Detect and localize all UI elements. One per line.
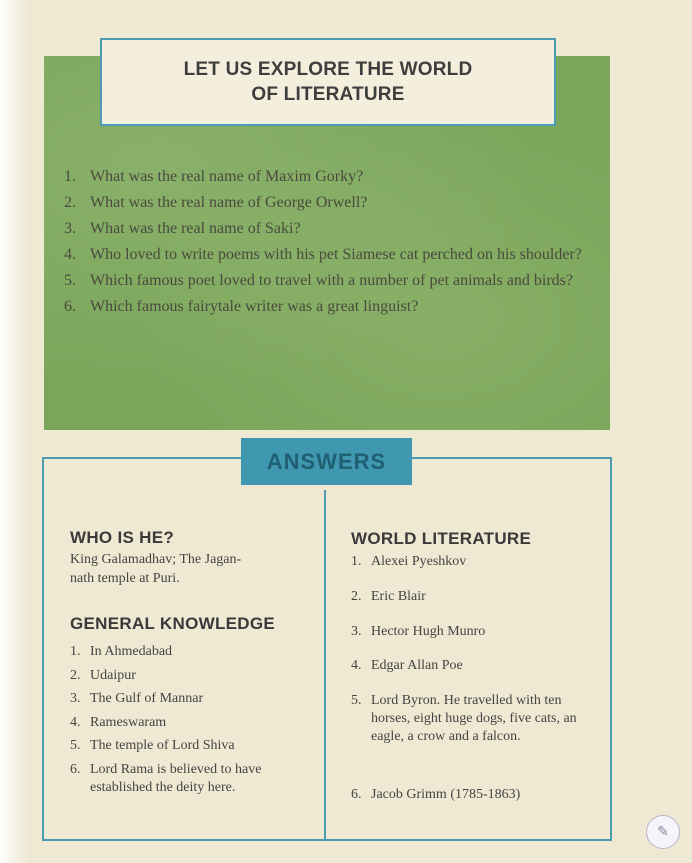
wl-item-text: Alexei Pyeshkov <box>371 554 467 569</box>
wl-item-number: 4. <box>351 658 362 673</box>
page-edge <box>0 0 30 863</box>
wl-item-number: 6. <box>351 787 362 802</box>
question-text: What was the real name of Maxim Gorky? <box>90 168 364 185</box>
answers-column-divider <box>324 490 326 840</box>
title-box <box>100 38 556 126</box>
gk-item <box>70 737 310 755</box>
question-number: 3. <box>64 220 76 237</box>
gk-item <box>70 714 310 732</box>
wl-item-text: Jacob Grimm (1785-1863) <box>371 787 521 802</box>
question-text: What was the real name of George Orwell? <box>90 194 368 211</box>
wl-item-6 <box>351 786 611 804</box>
wl-item-number: 5. <box>351 693 362 708</box>
question-item <box>64 271 604 291</box>
gk-item <box>70 643 310 661</box>
gk-item-text: Lord Rama is believed to have established the deity here. <box>90 761 262 795</box>
gk-item-number: 1. <box>70 644 81 659</box>
question-number: 1. <box>64 168 76 185</box>
question-item <box>64 297 604 317</box>
gk-item-text: In Ahmedabad <box>90 644 173 659</box>
question-text: Which famous fairytale writer was a great linguist? <box>90 298 419 315</box>
question-number: 6. <box>64 298 76 315</box>
question-number: 2. <box>64 194 76 211</box>
gk-item-text: The temple of Lord Shiva <box>90 738 235 753</box>
gk-item-text: The Gulf of Mannar <box>90 691 204 706</box>
question-item <box>64 193 604 213</box>
question-item <box>64 167 604 187</box>
wl-item-5 <box>351 692 596 746</box>
title-line-1: LET US EXPLORE THE WORLD <box>183 59 473 80</box>
who-is-he-line-1: King Galamadhav; The Jagan- <box>70 552 242 567</box>
gk-item-number: 4. <box>70 714 81 730</box>
title-line-2: OF LITERATURE <box>251 84 405 105</box>
who-is-he-heading: WHO IS HE? <box>70 528 175 547</box>
wl-item-text: Lord Byron. He travelled with ten horses, eight huge dogs, five cats, an eagle, a crow and a falcon. <box>371 693 577 744</box>
wl-item-text: Hector Hugh Munro <box>371 624 486 639</box>
gk-item-number: 2. <box>70 667 81 683</box>
question-number: 4. <box>64 246 76 263</box>
gk-item-text: Udaipur <box>90 667 136 683</box>
general-knowledge-list <box>70 643 310 802</box>
wl-item-text: Edgar Allan Poe <box>371 658 463 673</box>
question-text: What was the real name of Saki? <box>90 220 301 237</box>
gk-item <box>70 667 310 685</box>
gk-item-number: 6. <box>70 761 81 777</box>
general-knowledge-heading: GENERAL KNOWLEDGE <box>70 614 276 633</box>
questions-list <box>64 167 604 323</box>
wl-item-number: 3. <box>351 624 362 639</box>
wl-item-1 <box>351 553 611 571</box>
gk-item-number: 3. <box>70 691 81 706</box>
gk-item-text: Rameswaram <box>90 714 167 730</box>
answers-tab-label: ANSWERS <box>266 448 387 474</box>
who-is-he-line-2: nath temple at Puri. <box>70 571 180 586</box>
question-number: 5. <box>64 272 76 289</box>
library-stamp-icon: ✎ <box>646 815 680 849</box>
gk-item-number: 5. <box>70 738 81 753</box>
wl-item-number: 2. <box>351 589 362 604</box>
question-text: Which famous poet loved to travel with a number of pet animals and birds? <box>90 272 573 289</box>
question-text: Who loved to write poems with his pet Siamese cat perched on his shoulder? <box>90 246 582 263</box>
wl-item-2 <box>351 588 611 606</box>
wl-item-4 <box>351 657 611 675</box>
answers-tab <box>241 438 412 485</box>
gk-item <box>70 690 310 708</box>
wl-item-text: Eric Blair <box>371 589 426 604</box>
wl-item-number: 1. <box>351 554 362 569</box>
question-item <box>64 219 604 239</box>
wl-item-3 <box>351 623 611 641</box>
gk-item <box>70 761 310 797</box>
world-literature-heading: WORLD LITERATURE <box>351 529 532 548</box>
question-item <box>64 245 604 265</box>
